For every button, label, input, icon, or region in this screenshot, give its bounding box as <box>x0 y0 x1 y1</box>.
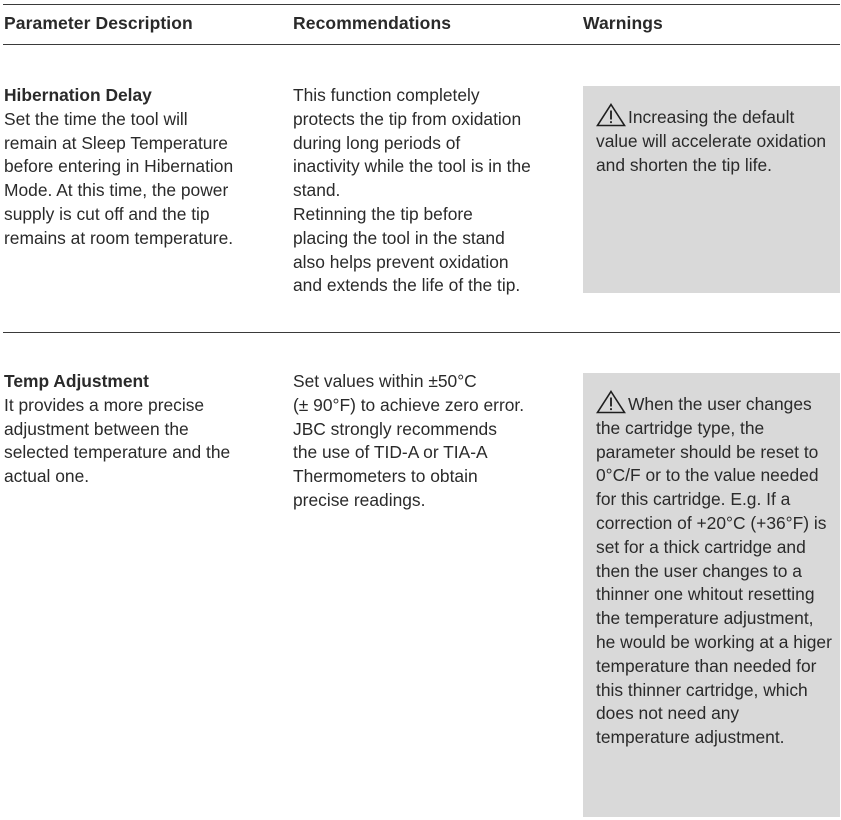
warning-triangle-icon <box>596 390 626 414</box>
warning-box <box>583 373 840 817</box>
header-warnings: Warnings <box>583 13 663 33</box>
parameter-title: Temp Adjustment <box>4 371 149 391</box>
warning-content <box>596 390 832 750</box>
recommendation-text: This function completely protects the tip from oxidation during long periods of inactivity while the tool is in the stand. Retinning the tip before placing the tool in the stand also helps prevent oxidation and extends the life of the tip. <box>293 85 531 296</box>
warning-text: When the user changes the cartridge type, the parameter should be reset to 0°C/F or to the value needed for this cartridge. E.g. If a correction of +20°C (+36°F) is set for a thick cartridge and then the user changes to a thinner one whitout resetting the temperature adjustment, he would be working at a higer temperature than needed for this thinner cartridge, which does not need any temperature adjustment. <box>596 394 832 748</box>
row-divider-rule <box>3 332 840 333</box>
header-rule <box>3 44 840 45</box>
parameter-title: Hibernation Delay <box>4 85 152 105</box>
table-top-rule <box>3 4 840 5</box>
table-row-hibernation-delay-parameter <box>4 84 274 251</box>
warning-content <box>596 103 832 177</box>
parameter-description: Set the time the tool will remain at Sleep Temperature before entering in Hibernation Mode. At this time, the power supply is cut off and the tip remains at room temperature. <box>4 108 234 248</box>
recommendation-text: Set values within ±50°C (± 90°F) to achieve zero error. JBC strongly recommends the use of TID-A or TIA-A Thermometers to obtain precise readings. <box>293 371 525 510</box>
warning-box <box>583 86 840 293</box>
header-recommendations: Recommendations <box>293 13 452 33</box>
warning-text: Increasing the default value will accelerate oxidation and shorten the tip life. <box>596 107 827 175</box>
warning-triangle-icon <box>596 103 626 127</box>
table-row-temp-adjustment-parameter <box>4 370 274 489</box>
header-parameter-description: Parameter Description <box>4 13 193 33</box>
parameter-description: It provides a more precise adjustment between the selected temperature and the actual one. <box>4 394 231 487</box>
